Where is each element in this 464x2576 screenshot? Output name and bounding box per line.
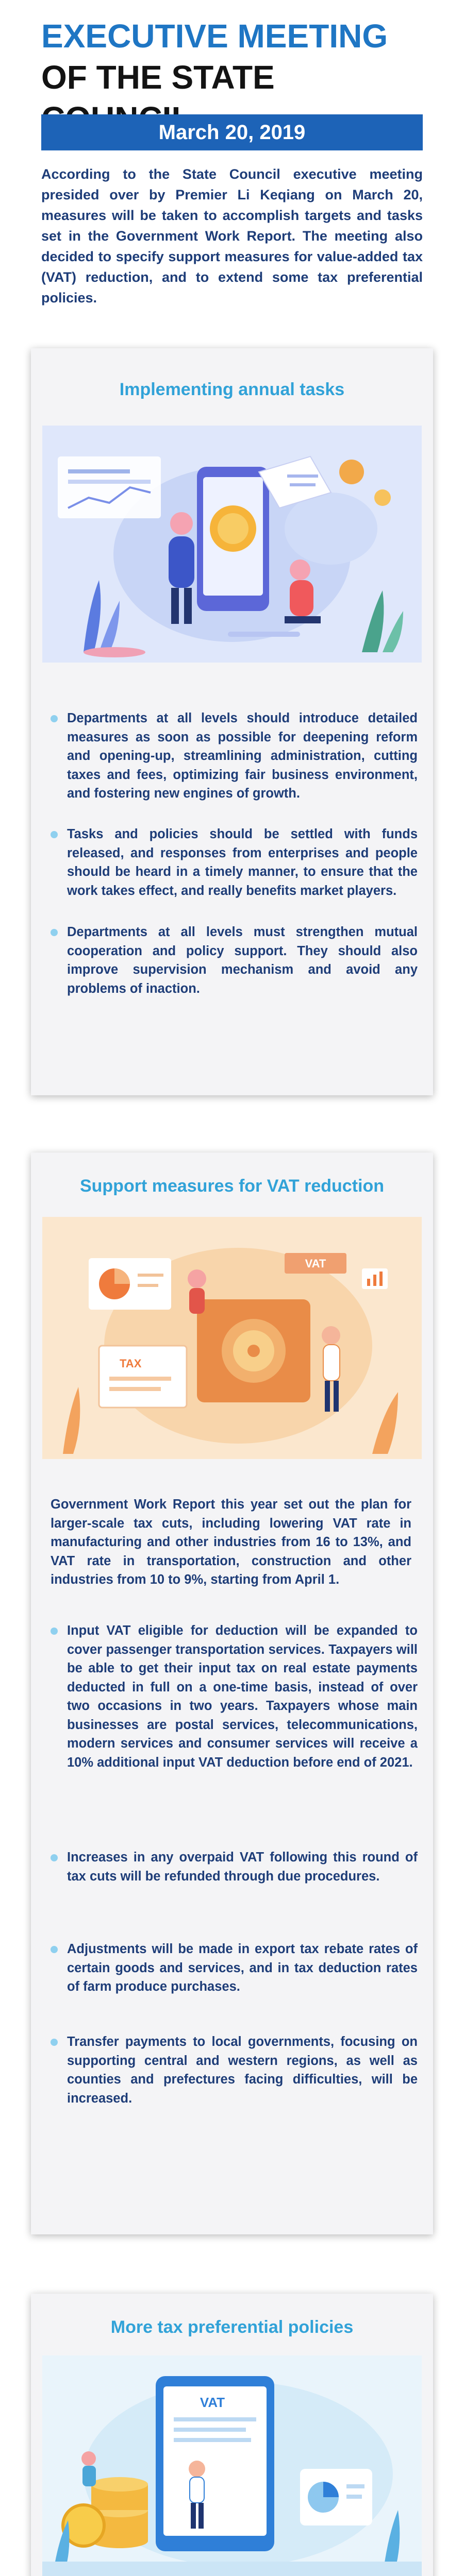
bullet-dot bbox=[51, 1628, 58, 1635]
vat-intro-paragraph: Government Work Report this year set out the plan for larger-scale tax cuts, including lowering VAT rate in manufacturing and other industries from 16 to 13%, and VAT rate in transportation, construction and other industries from 10 to 9%, starting from April 1. bbox=[51, 1497, 411, 1587]
bullet-item: Departments at all levels should introduce detailed measures as soon as possible for deepening reform and opening-up, streamlining administration, cutting taxes and fees, optimizing fair business environment, and fostering new engines of growth. bbox=[51, 709, 418, 803]
section-heading: More tax preferential policies bbox=[110, 2317, 354, 2337]
bullet-dot bbox=[51, 1946, 58, 1953]
section-card-annual-tasks bbox=[31, 348, 433, 1095]
date-banner: March 20, 2019 bbox=[41, 114, 423, 150]
bullet-item: Increases in any overpaid VAT following this round of tax cuts will be refunded through due procedures. bbox=[51, 1848, 418, 1886]
section-card-vat-reduction bbox=[31, 1153, 433, 2234]
bullet-item: Tasks and policies should be settled with funds released, and responses from enterprises and people should be heard in a timely manner, to ensure that the work takes effect, and really benefits market players. bbox=[51, 825, 418, 900]
illustration-tax-coins bbox=[42, 2355, 422, 2576]
section-card-tax-policies bbox=[31, 2294, 433, 2576]
vat-sign: VAT bbox=[200, 2395, 225, 2410]
bullet-item: Transfer payments to local governments, focusing on supporting central and western regions, as well as counties and prefectures facing difficulties, will be increased. bbox=[51, 2032, 418, 2108]
bullet-dot bbox=[51, 929, 58, 936]
intro-paragraph: According to the State Council executive meeting presided over by Premier Li Keqiang on March 20, measures will be taken to accomplish targets and tasks set in the Government Work Report. The meeting also decided to specify support measures for value-added tax (VAT) reduction, and to extend some tax preferential policies. bbox=[41, 166, 423, 306]
illustration-vat-safe bbox=[42, 1217, 422, 1459]
bullet-dot bbox=[51, 831, 58, 838]
bullet-dot bbox=[51, 715, 58, 722]
tax-sign: TAX bbox=[120, 1357, 142, 1370]
title-line-2: OF THE STATE bbox=[41, 59, 275, 96]
bullet-item: Departments at all levels must strengthen mutual cooperation and policy support. They should also improve supervision mechanism and avoid any problems of inaction. bbox=[51, 923, 418, 998]
vat-sign: VAT bbox=[305, 1257, 326, 1270]
section-heading: Implementing annual tasks bbox=[119, 380, 345, 399]
illustration-phone-tasks bbox=[42, 426, 422, 663]
title-line-1: EXECUTIVE MEETING bbox=[41, 18, 388, 55]
bullet-item: Adjustments will be made in export tax rebate rates of certain goods and services, and in tax deduction rates of farm produce purchases. bbox=[51, 1940, 418, 1996]
bullet-item: Input VAT eligible for deduction will be expanded to cover passenger transportation services. Taxpayers will be able to get their input tax on real estate payments deducted in full on a one-time basis, instead of over two occasions in two years. Taxpayers whose main businesses are postal services, telecommunications, modern services and consumer services will receive a 10% additional input VAT deduction before end of 2021. bbox=[51, 1621, 418, 1772]
section-heading: Support measures for VAT reduction bbox=[79, 1176, 385, 1196]
bullet-dot bbox=[51, 2039, 58, 2046]
bullet-dot bbox=[51, 1854, 58, 1861]
